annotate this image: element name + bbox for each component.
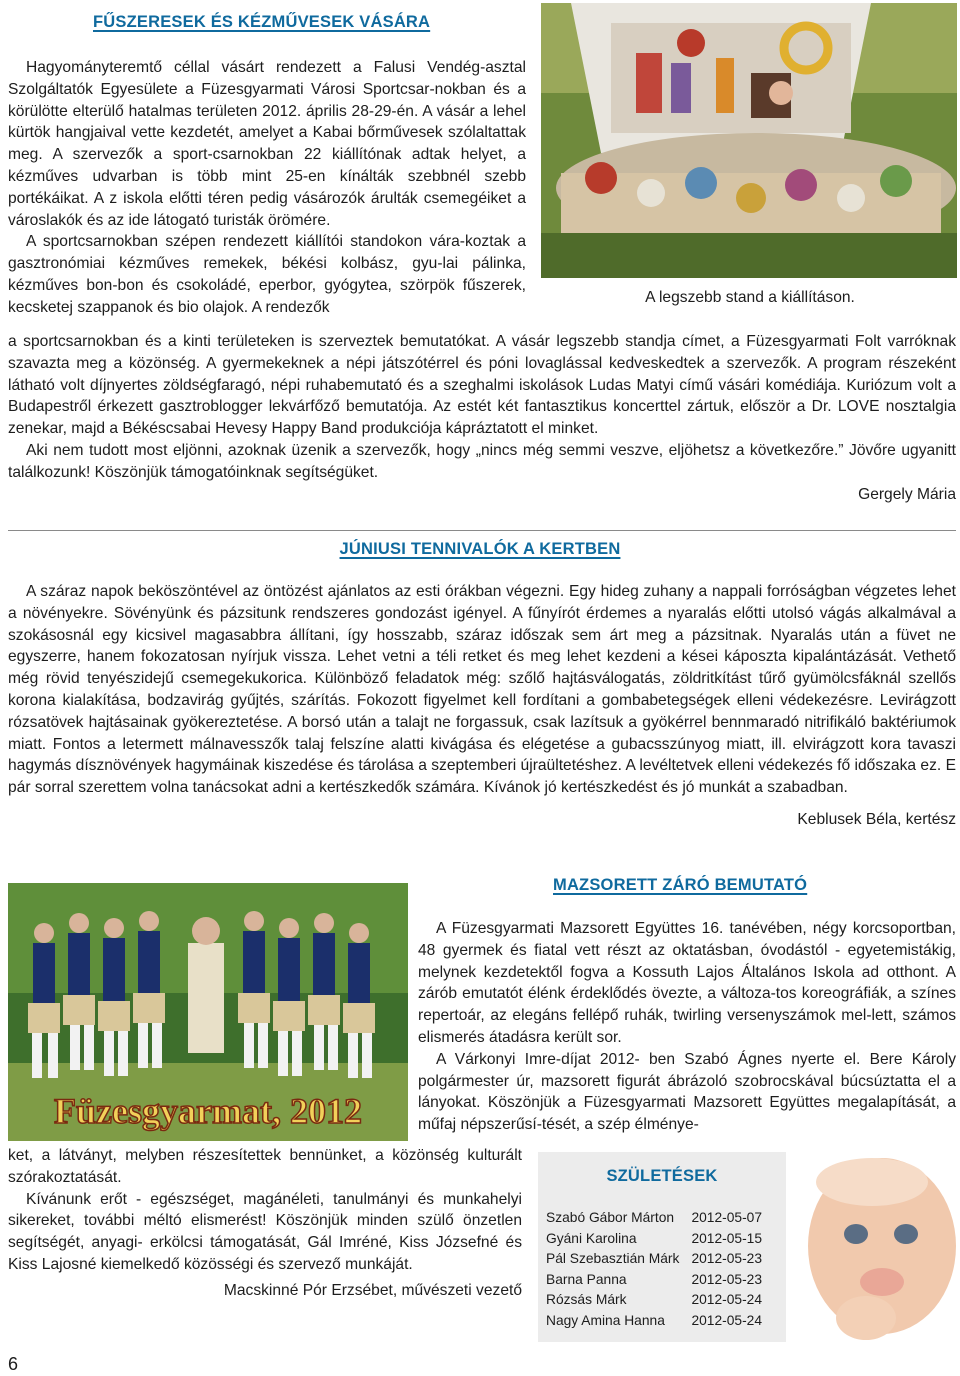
birth-name: Gyáni Karolina bbox=[546, 1230, 637, 1246]
mazsorett-paragraph-2b: ket, a látványt, melyben részesítettek bennünket, a közönség kulturált szórakoztatását. bbox=[8, 1147, 522, 1186]
kert-body bbox=[8, 581, 956, 831]
vasar-paragraph-4: Aki nem tudott most eljönni, azoknak üzenik a szervezők, hogy „nincs még semmi veszve, eljöhetsz a következőre.” Jövőre ugyanitt találkozunk! Köszönjük támogatóinknak segítségüket. bbox=[8, 441, 956, 481]
mazsorett-paragraph-2a: A Várkonyi Imre-díjat 2012- ben Szabó Ágnes nyerte el. Bere Károly polgármester úr, mazsorett figurát ábrázoló szobrocskával búcsúztatta el a lányokat. Köszönjük a Füzesgyarmati Mazsorett Együttes megalapítását, a műfaj népszerűsí-tését, a szép élménye- bbox=[418, 1050, 956, 1134]
birth-name: Pál Szebasztián Márk bbox=[546, 1251, 680, 1267]
birth-date: 2012-05-23 bbox=[691, 1251, 763, 1267]
mazsorett-signature: Macskinné Pór Erzsébet, művészeti vezető bbox=[223, 1281, 522, 1299]
mazsorett-body-right bbox=[418, 918, 956, 1136]
mazsorett-photo-image bbox=[8, 883, 408, 1141]
birth-date: 2012-05-24 bbox=[691, 1312, 763, 1328]
birth-row bbox=[546, 1311, 762, 1332]
birth-date: 2012-05-07 bbox=[691, 1210, 763, 1225]
mazsorett-body-left bbox=[8, 1145, 522, 1302]
birth-row bbox=[546, 1290, 762, 1311]
birth-row bbox=[546, 1208, 762, 1229]
birth-date: 2012-05-23 bbox=[691, 1271, 763, 1287]
vasar-body-top bbox=[8, 57, 526, 319]
birth-row bbox=[546, 1270, 762, 1291]
births-box bbox=[538, 1152, 786, 1342]
mazsorett-paragraph-1: A Füzesgyarmati Mazsorett Együttes 16. tanévében, négy korcsoportban, 48 gyermek és fiatal vett részt az oktatásban, óvodástól - egyetemistákig, melynek kezdetektől fogva a Kossuth Lajos Általános Iskola ad otthont. A zárób emutatót élénk érdeklődés övezte, a változa-tos koreográfiák, a színes repertoár, az elegáns fellépő ruhák, twirling versenyszámok mel-lett, számos elismerés átadásra került sor. bbox=[418, 920, 956, 1046]
vasar-paragraph-2: A sportcsarnokban szépen rendezett kiállítói standokon vára-koztak a gasztronómiai kézműves remekek, békési kolbász, gyu-lai pálinka, kézműves bon-bon és csokoládé, eperbor, gyógytea, szörpök fűszerek, kecsketej szappanok és bio olajok. A rendezők bbox=[8, 233, 526, 316]
article-title-kert: JÚNIUSI TENNIVALÓK A KERTBEN bbox=[339, 540, 621, 558]
mazsorett-photo-text: Füzesgyarmat, 2012 bbox=[54, 1091, 362, 1131]
vasar-paragraph-3: a sportcsarnokban és a kinti területeken is szerveztek bemutatókat. A vásár legszebb standja címet, a Füzesgyarmati Folt varróknak szavazta meg a közönség. A gyermekeknek a népi játszótérrel és póni lovaglással kedveskedtek a szervezők. A program részeként látható volt díjnyertes zöldségfaragó, népi ruhabemutató és a szeghalmi iskolások Ludas Matyi című vásári komédiája. Kuriózum volt a Budapestről érkezett gasztroblogger lekvárfőző bemutatója. Az estét két fantasztikus koncerttel zártuk, először a Dr. LOVE nosztalgia zenekar, majd a Békéscsabai Hevesy Happy Band produkciója kápráztatott el minket. bbox=[8, 333, 956, 438]
stand-photo bbox=[541, 3, 957, 278]
mazsorett-photo bbox=[8, 883, 408, 1141]
birth-row bbox=[546, 1229, 762, 1250]
stand-photo-image bbox=[541, 3, 957, 278]
stand-photo-caption: A legszebb stand a kiállításon. bbox=[645, 289, 855, 306]
kert-paragraph-1: A száraz napok beköszöntével az öntözést ajánlatos az esti órákban végezni. Egy hideg zuhany a nappali forróságban végzetes lehet a növényekre. Sövényünk és pázsitunk rendszeres gondozást igényel. A fűnyírót érdemes a nyaralás előtti utolsó vágás alkalmával a szokásosnál egy kicsivel magasabbra állítani, így hosszabb, száraz időszak sem árt meg a pázsitnak. Nyaralás után a füvet ne egyszerre, hanem fokozatosan nyírjuk vissza. Lehet vetni a téli retket és meg lehet kezdeni a kései káposzta kipalántázását. Vethető még rövid tenyészidejű csemegekukorica. Különböző feladatok még: szőlő hajtásválogatás, zöldritkítást tűrő gyümölcsfáknál szellős korona kialakítása, bodzavirág gyűjtés, szárítás. Fokozott figyelmet kell fordítani a gombabetegségek elleni védekezésre. Levirágzott rózsatövek hajtásainak gyökereztetése. A borsó után a talajt ne forgassuk, csak lazítsuk a gyökérrel bennmaradó nitrifikáló baktériumok miatt. Fontos a letermett málnavesszők talaj felszíne alatti kivágása és elégetése a gubacsszúnyog miatt, ill. elvirágzott kora tavaszi hagymás dísznövények hagymáinak kiszedése és tárolása a szeptemberi újraültetéshez. A levéltetvek elleni védekezés fő időszaka ez. E pár sorral szerettem volna tanácsokat adni a kertészkedők számára. Kívánok jó kertészkedést és jó munkát a szabadban. bbox=[8, 583, 956, 797]
birth-name: Rózsás Márk bbox=[546, 1292, 627, 1308]
birth-name: Nagy Amina Hanna bbox=[546, 1312, 665, 1328]
birth-date: 2012-05-15 bbox=[691, 1230, 763, 1246]
baby-photo-image bbox=[786, 1142, 958, 1346]
birth-name: Barna Panna bbox=[546, 1271, 627, 1287]
vasar-paragraph-1: Hagyományteremtő céllal vásárt rendezett a Falusi Vendég-asztal Szolgáltatók Egyesülete a Füzesgyarmati Városi Sportcsar-nokban és a körülötte elterülő hatalmas területen 2012. április 28-29-én. A vásár a lehel kürtök hangjaival vette kezdetét, amelyet a Kabai bőrművesek szólaltattak meg. A szervezők a sport-csarnokban 22 kiállítónak adtak helyet, a kézműves udvarban is több mint 25-en kínálták szebbnél szebb portékáikat. A z iskola előtti téren pedig vásározók árulták csemegéiket a városlakók és az ide látogató turisták örömére. bbox=[8, 59, 526, 229]
mazsorett-paragraph-3: Kívánunk erőt - egészséget, magánéleti, tanulmányi és munkahelyi sikereket, további méltó elismerést! Köszönjük minden szülő önzetlen segítségét, anyagi- erkölcsi támogatását, Gál Imréné, Kiss Józsefné és Kiss Lajosné kiemelkedő közösségi és szervező munkáját. bbox=[8, 1190, 522, 1273]
article-title-mazsorett: MAZSORETT ZÁRÓ BEMUTATÓ bbox=[553, 876, 808, 894]
article-title-vasar: FŰSZERESEK ÉS KÉZMŰVESEK VÁSÁRA bbox=[93, 13, 431, 31]
birth-name: Szabó Gábor Márton bbox=[546, 1210, 675, 1225]
vasar-body-bottom bbox=[8, 331, 956, 505]
page-number: 6 bbox=[8, 1354, 19, 1374]
vasar-signature: Gergely Mária bbox=[858, 485, 956, 503]
baby-photo bbox=[786, 1142, 958, 1346]
kert-signature: Keblusek Béla, kertész bbox=[797, 810, 956, 828]
births-title: SZÜLETÉSEK bbox=[606, 1167, 718, 1185]
birth-date: 2012-05-24 bbox=[691, 1292, 763, 1308]
births-table bbox=[546, 1208, 762, 1332]
birth-row bbox=[546, 1249, 762, 1270]
divider bbox=[8, 530, 956, 531]
